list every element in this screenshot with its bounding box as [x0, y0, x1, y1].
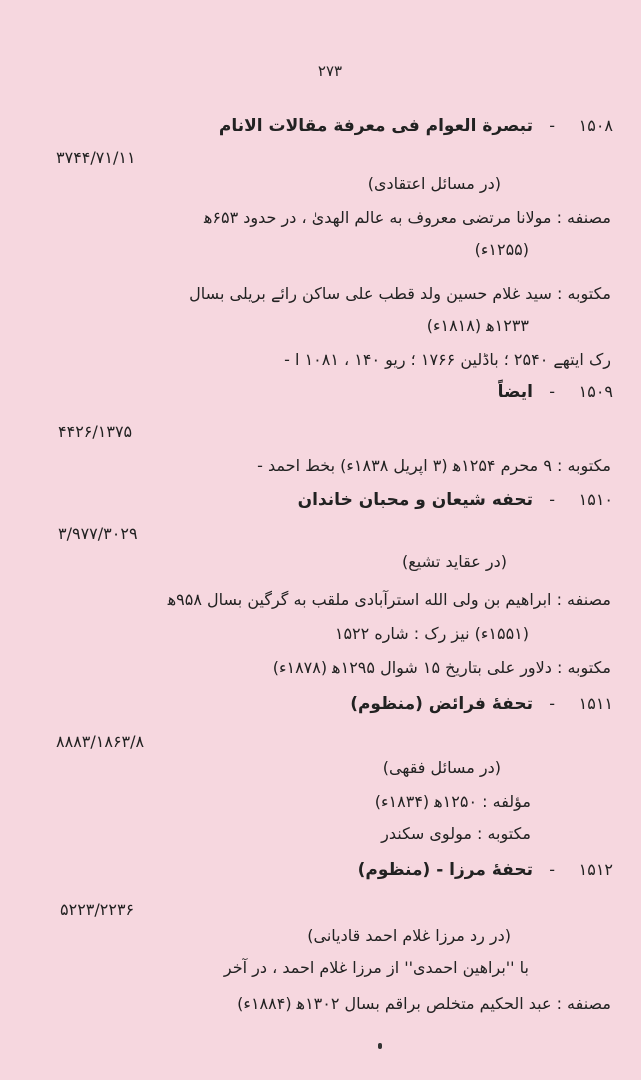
entry-reference: ۵۲۲۳/۲۲۳۶ — [60, 900, 135, 919]
entry-reference: ۳۷۴۴/۷۱/۱۱ — [56, 148, 136, 167]
description-line: با ''براهین احمدی'' از مرزا غلام احمد ، در آخر — [223, 958, 529, 977]
entry-number: ۱۵۰۹ — [578, 382, 613, 401]
page-mark — [378, 1043, 382, 1049]
entry-title: تحفه شیعان و محبان خاندان — [297, 490, 533, 510]
scribe-line: مکتوبه : مولوی سکندر — [381, 824, 531, 843]
entry-subject: (در عقاید تشیع) — [402, 552, 507, 571]
entry-number: ۱۵۱۲ — [578, 860, 613, 879]
page-number: ۲۷۳ — [317, 62, 343, 80]
entry-subject: (در رد مرزا غلام احمد قادیانی) — [307, 926, 511, 945]
entry-dash: - — [549, 694, 555, 713]
entry-title: تبصرة العوام فی معرفة مقالات الانام — [218, 116, 533, 136]
entry-reference: ۳/۹۷۷/۳۰۲۹ — [58, 524, 138, 543]
scribe-line: مکتوبه : ۹ محرم ۱۲۵۴ﻫ (۳ اپریل ۱۸۳۸ء) بخط احمد - — [257, 456, 611, 475]
entry-reference: ۸۸۸۳/۱۸۶۳/۸ — [56, 732, 145, 751]
entry-number: ۱۵۰۸ — [578, 116, 613, 135]
entry-number: ۱۵۱۱ — [578, 694, 613, 713]
entry-title: ایضاً — [497, 382, 533, 402]
entry-dash: - — [549, 860, 555, 879]
entry-title: تحفۀ فرائض (منظوم) — [350, 694, 533, 714]
scribe-line: مکتوبه : دلاور علی بتاریخ ۱۵ شوال ۱۲۹۵ﻫ (۱۸۷۸ء) — [272, 658, 611, 677]
entry-subject: (در مسائل فقهی) — [382, 758, 501, 777]
scribe-line-cont: ۱۲۳۳ﻫ (۱۸۱۸ء) — [426, 316, 529, 335]
author-line: مؤلفه : ۱۲۵۰ﻫ (۱۸۳۴ء) — [374, 792, 531, 811]
author-line: مصنفه : ابراهیم بن ولی الله استرآبادی ملقب به گرگین بسال ۹۵۸ﻫ — [167, 590, 611, 609]
entry-dash: - — [549, 116, 555, 135]
author-line-cont: (۱۲۵۵ء) — [474, 240, 529, 259]
author-line: مصنفه : مولانا مرتضی معروف به عالم الهدیٰ ، در حدود ۶۵۳ﻫ — [203, 208, 611, 227]
author-line: مصنفه : عبد الحکیم متخلص براقم بسال ۱۳۰۲ﻫ (۱۸۸۴ء) — [237, 994, 611, 1013]
entry-number: ۱۵۱۰ — [578, 490, 613, 509]
entry-dash: - — [549, 490, 555, 509]
entry-subject: (در مسائل اعتقادی) — [367, 174, 501, 193]
entry-title: تحفۀ مرزا - (منظوم) — [357, 860, 533, 880]
scribe-line: مکتوبه : سید غلام حسین ولد قطب علی ساکن رائے بریلی بسال — [189, 284, 611, 303]
reference-notes: رک ایتھے ۲۵۴۰ ؛ باڈلین ۱۷۶۶ ؛ ریو ۱۴۰ ، ۱۰۸۱ ا - — [284, 350, 611, 369]
entry-reference: ۴۴۲۶/۱۳۷۵ — [58, 422, 133, 441]
author-line-cont: (۱۵۵۱ء) نیز رک : شاره ۱۵۲۲ — [334, 624, 529, 643]
entry-dash: - — [549, 382, 555, 401]
